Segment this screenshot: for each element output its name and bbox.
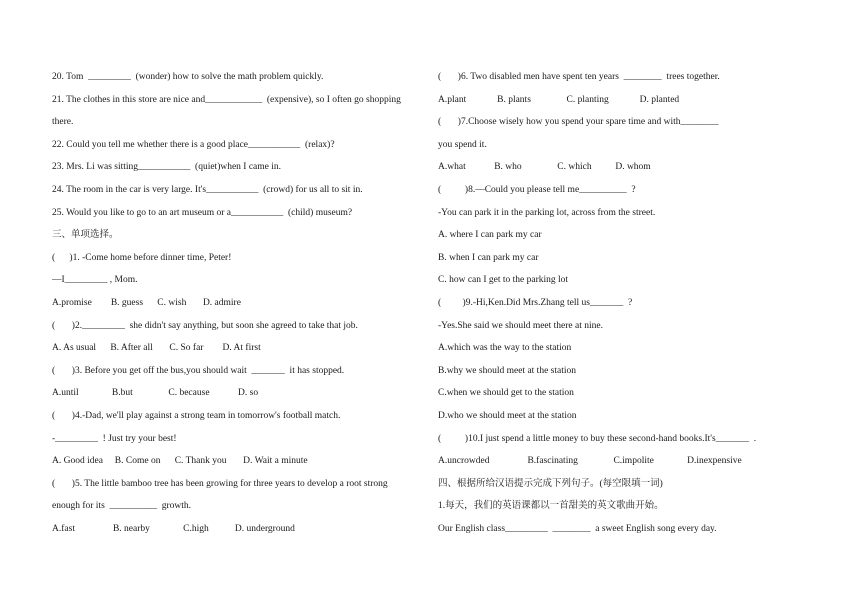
left-line: A. As usual B. After all C. So far D. At first — [52, 343, 261, 354]
right-line: ( )6. Two disabled men have spent ten years ________ trees together. — [438, 72, 720, 82]
right-line: D.who we should meet at the station — [438, 410, 577, 421]
left-column — [52, 66, 424, 540]
right-line: A. where I can park my car — [438, 230, 542, 241]
right-line: 四、根据所给汉语提示完成下列句子。(每空限填一词) — [438, 478, 663, 489]
right-line: A.uncrowded B.fascinating C.impolite D.inexpensive — [438, 456, 742, 467]
right-line: ( )8.—Could you please tell me__________ ? — [438, 184, 636, 195]
right-line: ( )10.I just spend a little money to buy these second-hand books.It's_______ . — [438, 433, 757, 444]
right-line: you spend it. — [438, 139, 487, 150]
left-line: 25. Would you like to go to an art museum or a___________ (child) museum? — [52, 207, 353, 218]
left-line: 24. The room in the car is very large. It's___________ (crowd) for us all to sit in. — [52, 184, 363, 195]
left-line: 20. Tom _________ (wonder) how to solve the math problem quickly. — [52, 72, 324, 82]
left-line: 21. The clothes in this store are nice and____________ (expensive), so I often go shopping — [52, 94, 401, 105]
right-line: C. how can I get to the parking lot — [438, 275, 569, 286]
left-line: -_________ ! Just try your best! — [52, 433, 177, 444]
right-line: -Yes.She said we should meet there at nine. — [438, 320, 603, 331]
left-line: A. Good idea B. Come on C. Thank you D. Wait a minute — [52, 456, 308, 467]
right-line: 1.每天，我们的英语课都以一首甜美的英文歌曲开始。 — [438, 501, 664, 512]
left-line: ( )1. -Come home before dinner time, Peter! — [52, 252, 232, 263]
left-line: 22. Could you tell me whether there is a good place___________ (relax)? — [52, 139, 335, 150]
right-line: ( )9.-Hi,Ken.Did Mrs.Zhang tell us_______ ? — [438, 297, 633, 308]
left-line: 三、单项选择。 — [52, 230, 119, 241]
left-line: there. — [52, 117, 74, 128]
right-line: A.which was the way to the station — [438, 343, 572, 354]
left-line: ( )3. Before you get off the bus,you should wait _______ it has stopped. — [52, 365, 345, 376]
left-line: ( )4.-Dad, we'll play against a strong team in tomorrow's football match. — [52, 410, 341, 421]
left-line: 23. Mrs. Li was sitting___________ (quiet)when I came in. — [52, 162, 282, 173]
left-line: ( )5. The little bamboo tree has been growing for three years to develop a root strong — [52, 478, 388, 489]
left-line: A.promise B. guess C. wish D. admire — [52, 297, 241, 308]
left-line: A.fast B. nearby C.high D. underground — [52, 523, 295, 534]
left-line: —I_________ , Mom. — [52, 275, 138, 286]
right-line: ( )7.Choose wisely how you spend your spare time and with________ — [438, 117, 719, 128]
right-line: B. when I can park my car — [438, 252, 539, 263]
right-line: B.why we should meet at the station — [438, 365, 576, 376]
right-line: -You can park it in the parking lot, across from the street. — [438, 207, 656, 218]
right-line: A.plant B. plants C. planting D. planted — [438, 94, 680, 105]
left-line: enough for its __________ growth. — [52, 501, 192, 512]
right-line: Our English class_________ ________ a sweet English song every day. — [438, 523, 717, 534]
right-line: C.when we should get to the station — [438, 388, 574, 399]
right-column — [438, 66, 818, 540]
left-line: A.until B.but C. because D. so — [52, 388, 259, 399]
right-line: A.what B. who C. which D. whom — [438, 162, 651, 173]
left-line: ( )2._________ she didn't say anything, but soon she agreed to take that job. — [52, 320, 358, 331]
